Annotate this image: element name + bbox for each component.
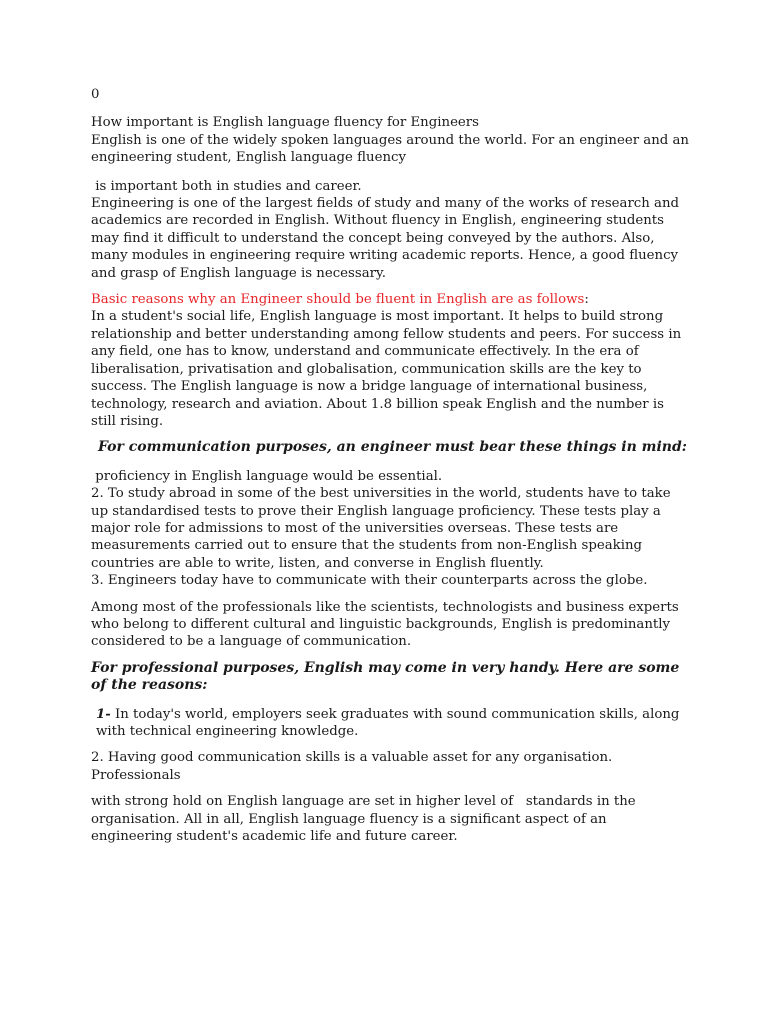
communication-heading: For communication purposes, an engineer must bear these things in mind: bbox=[98, 439, 687, 456]
closing-paragraph: with strong hold on English language are set in higher level of standards in the organisation. All in all, English language fluency is a significant aspect of an engineering student's academic life and future career. bbox=[91, 794, 640, 845]
page-number: 0 bbox=[91, 87, 100, 102]
professional-item-1-text: In today's world, employers seek graduates with sound communication skills, along with technical engineering knowledge. bbox=[96, 706, 684, 739]
reasons-heading-line bbox=[91, 291, 691, 308]
professional-item-1-marker: 1- bbox=[96, 706, 111, 722]
intro-paragraph-2: is important both in studies and career. bbox=[91, 178, 362, 194]
professional-item-1 bbox=[91, 706, 691, 741]
professional-item-2: 2. Having good communication skills is a valuable asset for any organisation. Professionals bbox=[91, 750, 613, 783]
reasons-heading: Basic reasons why an Engineer should be fluent in English are as follows bbox=[91, 292, 585, 308]
document-page bbox=[91, 86, 691, 845]
social-life-paragraph: In a student's social life, English language is most important. It helps to build strong relationship and better understanding among fellow students and peers. For success in any field, one has to know, understand and communicate effectively. In the era of liberalisation, privatisation and globalisation, communication skills are the key to success. The English language is now a bridge language of international business, technology, research and aviation. About 1.8 billion speak English and the number is still rising. bbox=[91, 309, 682, 429]
intro-paragraph-1: English is one of the widely spoken languages around the world. For an engineer and an engineering student, English language fluency bbox=[91, 132, 689, 166]
communication-item-3: 3. Engineers today have to communicate with their counterparts across the globe. bbox=[91, 573, 648, 589]
reasons-heading-colon: : bbox=[584, 292, 589, 308]
document-title: How important is English language fluency for Engineers bbox=[91, 115, 479, 131]
communication-item-1: proficiency in English language would be essential. bbox=[91, 468, 443, 484]
communication-item-2: 2. To study abroad in some of the best universities in the world, students have to take up standardised tests to prove their English language proficiency. These tests play a major role for admissions to most of the universities overseas. These tests are measurements carried out to ensure that the students from non-English speaking countries are able to write, listen, and converse in English fluently. bbox=[91, 486, 671, 571]
professionals-paragraph: Among most of the professionals like the scientists, technologists and business experts who belong to different cultural and linguistic backgrounds, English is predominantly considered to be a language of communication. bbox=[91, 599, 679, 650]
intro-paragraph-3: Engineering is one of the largest fields of study and many of the works of research and academics are recorded in English. Without fluency in English, engineering students may find it difficult to understand the concept being conveyed by the authors. Also, many modules in engineering require writing academic reports. Hence, a good fluency and grasp of English language is necessary. bbox=[91, 196, 680, 281]
professional-heading: For professional purposes, English may come in very handy. Here are some of the reasons: bbox=[91, 659, 680, 694]
